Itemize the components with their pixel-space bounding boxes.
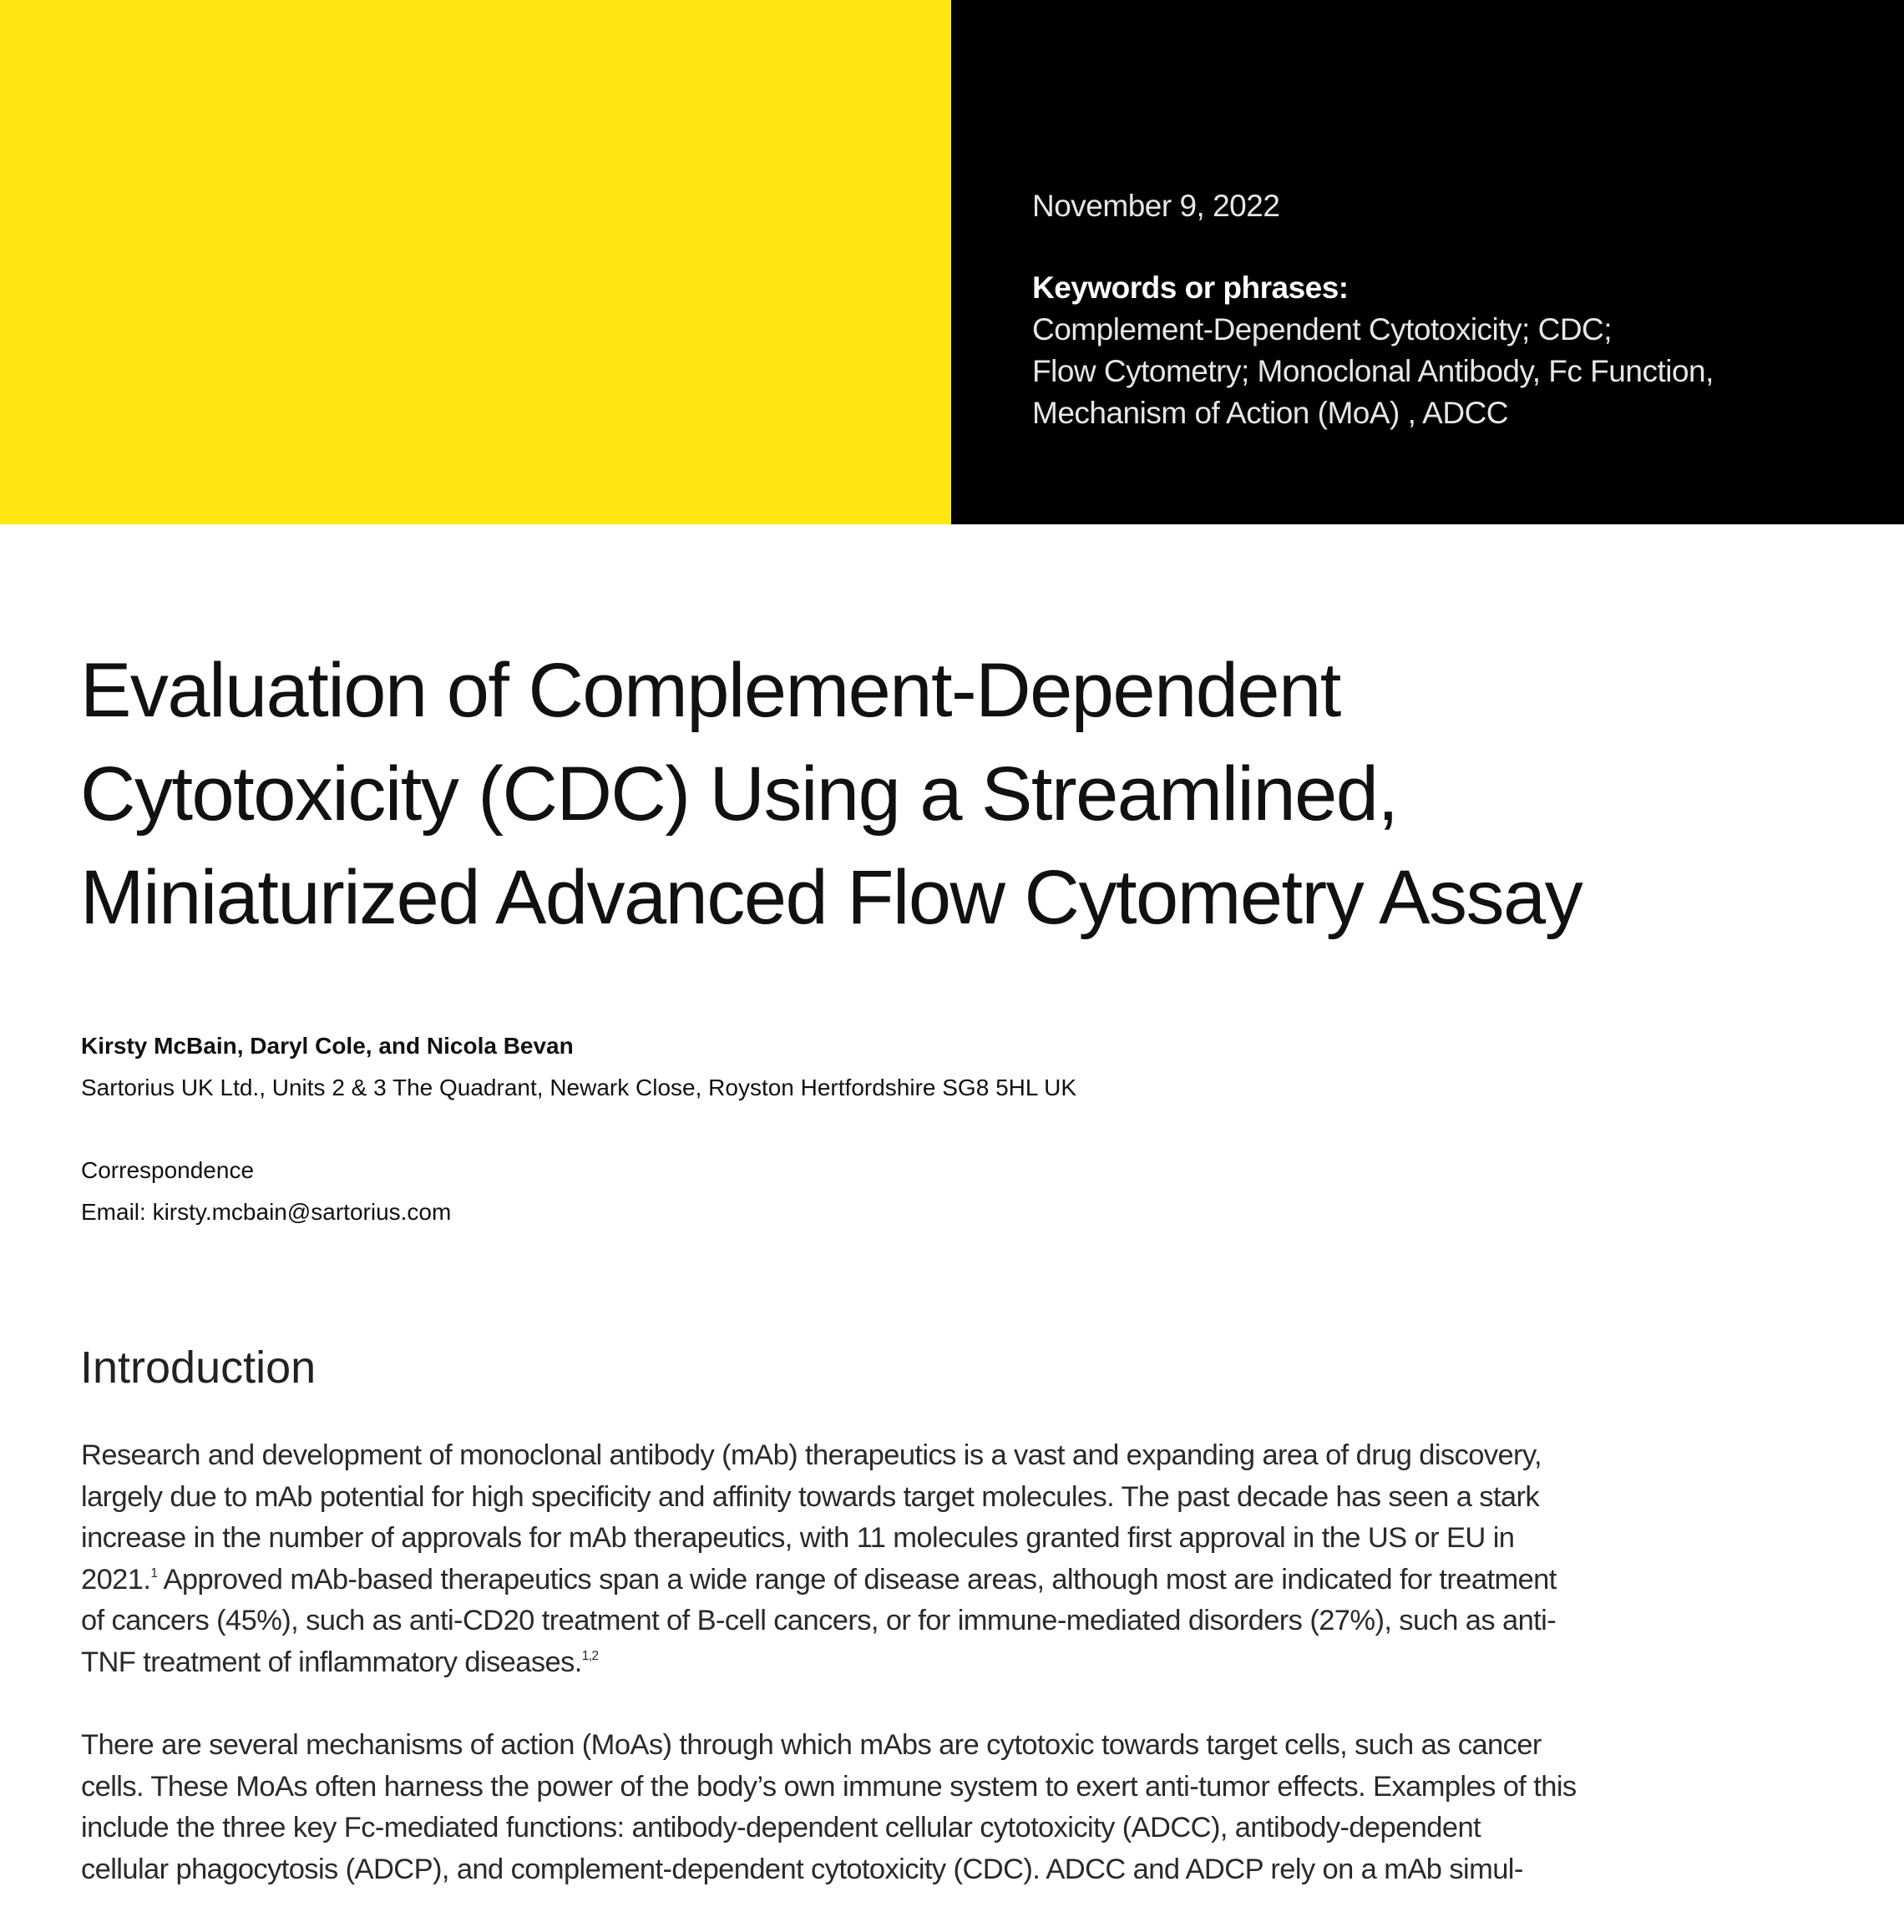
text-line [81,1642,1885,1684]
author-affiliation: Sartorius UK Ltd., Units 2 & 3 The Quadrant, Newark Close, Royston Hertfordshire SG8 5HL UK [81,1075,1077,1100]
correspondence-email: Email: kirsty.mcbain@sartorius.com [81,1199,452,1225]
author-block [81,1025,1076,1109]
accent-color-block [0,0,951,524]
text-line: largely due to mAb potential for high specificity and affinity towards target molecules. The past decade has seen a stark [81,1480,1540,1513]
text-line: of cancers (45%), such as anti-CD20 treatment of B-cell cancers, or for immune-mediated disorders (27%), such as anti- [81,1605,1557,1637]
keywords-line: Complement-Dependent Cytotoxicity; CDC; [1032,312,1613,346]
text-line: include the three key Fc-mediated functions: antibody-dependent cellular cytotoxicity (ADCC), antibody-dependent [81,1812,1481,1844]
citation-ref[interactable]: 1,2 [581,1649,599,1663]
publication-date: November 9, 2022 [1032,189,1280,223]
keywords-label: Keywords or phrases: [1032,271,1349,305]
paragraph-1 [81,1435,1885,1684]
text-segment: 2021. [81,1563,151,1596]
text-line: increase in the number of approvals for mAb therapeutics, with 11 molecules granted first approval in the US or EU in [81,1522,1515,1555]
article-title [80,639,1876,949]
introduction-heading: Introduction [80,1343,316,1393]
author-names: Kirsty McBain, Daryl Cole, and Nicola Bevan [81,1033,574,1059]
header-banner [0,0,1904,524]
paragraph-2 [81,1725,1885,1890]
text-line: cells. These MoAs often harness the power of the body’s own immune system to exert anti-tumor effects. Examples of this [81,1770,1577,1803]
keywords-line: Mechanism of Action (MoA) , ADCC [1032,396,1509,430]
text-line: Research and development of monoclonal antibody (mAb) therapeutics is a vast and expanding area of drug discovery, [81,1439,1542,1471]
keywords-line: Flow Cytometry; Monoclonal Antibody, Fc Function, [1032,354,1714,388]
title-line: Miniaturized Advanced Flow Cytometry Assay [80,855,1582,940]
text-segment: TNF treatment of inflammatory diseases. [81,1646,582,1678]
metadata-text [1032,185,1714,434]
metadata-panel [951,0,1904,524]
citation-ref[interactable]: 1 [150,1565,158,1580]
text-line: There are several mechanisms of action (MoAs) through which mAbs are cytotoxic towards target cells, such as cancer [81,1729,1542,1762]
title-line: Cytotoxicity (CDC) Using a Streamlined, [80,751,1398,837]
text-line [81,1560,1885,1601]
correspondence-label: Correspondence [81,1157,255,1183]
title-line: Evaluation of Complement-Dependent [80,648,1340,733]
introduction-body [81,1435,1885,1932]
correspondence-block [81,1150,451,1233]
text-segment: Approved mAb-based therapeutics span a wide range of disease areas, although most are indicated for treatment [157,1563,1557,1596]
text-line: cellular phagocytosis (ADCP), and complement-dependent cytotoxicity (CDC). ADCC and ADCP rely on a mAb simul- [81,1853,1523,1885]
